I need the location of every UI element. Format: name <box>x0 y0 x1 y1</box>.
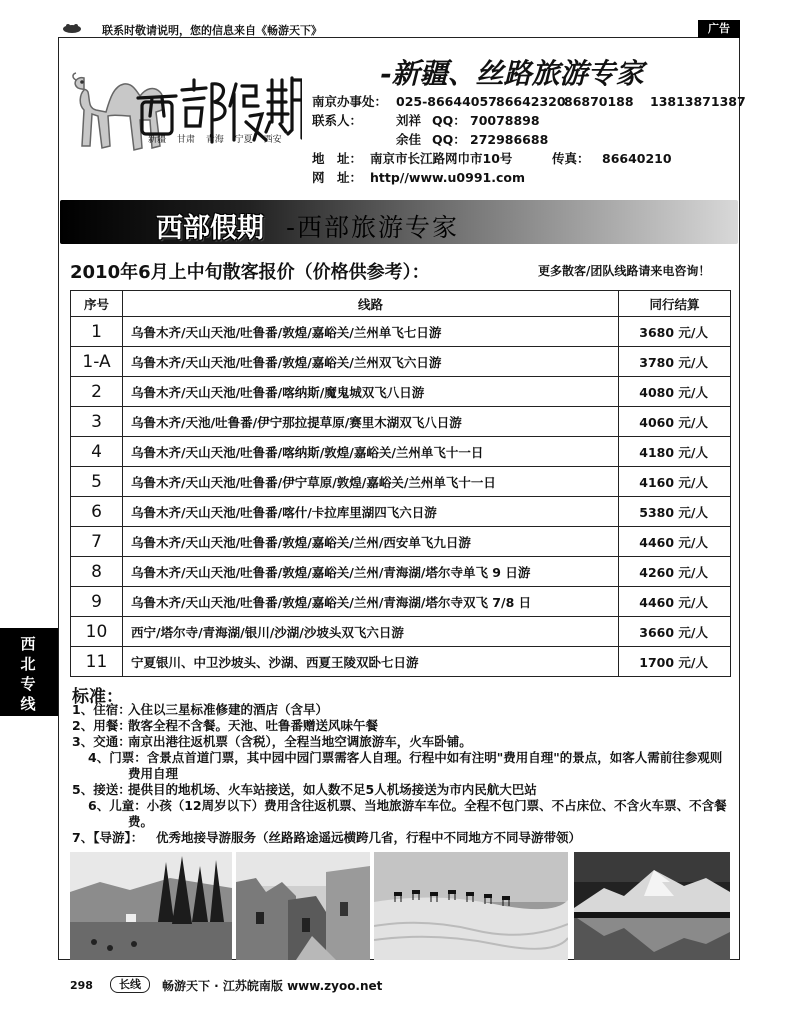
route-price: 4060 元/人 <box>619 407 731 437</box>
fax-number: 86640210 <box>602 151 672 166</box>
table-row <box>71 617 731 647</box>
standard-text: 优秀地接导游服务（丝路路途遥远横跨几省，行程中不同地方不同导游带领） <box>156 830 582 845</box>
route-number: 8 <box>71 557 123 587</box>
route-name: 乌鲁木齐/天山天池/吐鲁番/敦煌/嘉峪关/兰州/青海湖/塔尔寺双飞 7/8 日 <box>123 587 619 617</box>
ad-label: 广告 <box>698 20 740 38</box>
standards-list <box>72 702 732 846</box>
standard-text: 提供目的地机场、火车站接送，如人数不足5人机场接送为市内民航大巴站 <box>128 782 537 797</box>
route-name: 乌鲁木齐/天山天池/吐鲁番/喀纳斯/魔鬼城双飞八日游 <box>123 377 619 407</box>
region-tag: 宁夏 <box>234 135 253 145</box>
table-header-row <box>71 291 731 317</box>
table-row <box>71 407 731 437</box>
route-price: 4080 元/人 <box>619 377 731 407</box>
contact-person: 刘祥 <box>396 113 422 128</box>
address-value: 南京市长江路网巾市10号 <box>370 151 513 166</box>
route-number: 3 <box>71 407 123 437</box>
route-number: 1-A <box>71 347 123 377</box>
company-slogan: -新疆、丝路旅游专家 <box>380 57 644 90</box>
grassland-photo <box>70 852 232 960</box>
table-row <box>71 647 731 677</box>
route-number: 7 <box>71 527 123 557</box>
ancient-ruins-photo <box>236 852 370 960</box>
route-number: 10 <box>71 617 123 647</box>
contacts-label: 联系人： <box>312 113 363 128</box>
route-name: 乌鲁木齐/天山天池/吐鲁番/敦煌/嘉峪关/兰州/西安单飞九日游 <box>123 527 619 557</box>
banner-brand: 西部假期 <box>156 213 264 244</box>
standard-text: 南京出港往返机票（含税），全程当地空调旅游车，火车卧铺。 <box>128 734 472 749</box>
route-price: 4180 元/人 <box>619 437 731 467</box>
standard-text: 小孩（12周岁以下）费用含往返机票、当地旅游车车位。全程不包门票、不占床位、不含火车票、不含餐费。 <box>128 798 727 829</box>
standard-lead: 2、用餐： <box>72 718 131 733</box>
side-tab-char: 北 <box>20 655 36 673</box>
office-label: 南京办事处： <box>312 94 388 109</box>
phone-number: 13813871387 <box>650 94 746 109</box>
route-number: 2 <box>71 377 123 407</box>
phone-number: 86870188 <box>564 94 634 109</box>
address-row <box>312 149 672 168</box>
brand-banner <box>60 200 738 244</box>
column-header-route: 线路 <box>123 291 619 317</box>
route-name: 乌鲁木齐/天山天池/吐鲁番/喀纳斯/敦煌/嘉峪关/兰州单飞十一日 <box>123 437 619 467</box>
source-notice: 联系时敬请说明，您的信息来自《畅游天下》 <box>102 24 322 37</box>
standard-lead: 3、交通： <box>72 734 131 749</box>
route-number: 11 <box>71 647 123 677</box>
route-name: 乌鲁木齐/天池/吐鲁番/伊宁那拉提草原/赛里木湖双飞八日游 <box>123 407 619 437</box>
route-price: 3680 元/人 <box>619 317 731 347</box>
route-price: 3660 元/人 <box>619 617 731 647</box>
region-tag: 新疆 <box>148 135 167 145</box>
route-name: 西宁/塔尔寺/青海湖/银川/沙湖/沙坡头双飞六日游 <box>123 617 619 647</box>
route-price: 4260 元/人 <box>619 557 731 587</box>
section-tag: 长线 <box>110 976 150 993</box>
route-price: 4460 元/人 <box>619 587 731 617</box>
route-name: 宁夏银川、中卫沙坡头、沙湖、西夏王陵双卧七日游 <box>123 647 619 677</box>
route-name: 乌鲁木齐/天山天池/吐鲁番/敦煌/嘉峪关/兰州单飞七日游 <box>123 317 619 347</box>
price-table <box>70 290 731 677</box>
section-side-tab <box>0 628 58 716</box>
contact-person-row <box>312 111 540 130</box>
table-row <box>71 557 731 587</box>
website-link[interactable]: http//www.u0991.com <box>370 170 525 185</box>
table-row <box>71 587 731 617</box>
route-number: 4 <box>71 437 123 467</box>
inquiry-note: 更多散客/团队线路请来电咨询！ <box>538 264 711 278</box>
qq-number: 70078898 <box>470 113 540 128</box>
route-name: 乌鲁木齐/天山天池/吐鲁番/伊宁草原/敦煌/嘉峪关/兰州单飞十一日 <box>123 467 619 497</box>
route-name: 乌鲁木齐/天山天池/吐鲁番/敦煌/嘉峪关/兰州/青海湖/塔尔寺单飞 9 日游 <box>123 557 619 587</box>
scenery-photo-strip <box>70 852 730 960</box>
standard-lead: 7、【导游】： <box>72 830 144 845</box>
snow-mountain-lake-photo <box>574 852 730 960</box>
route-name: 乌鲁木齐/天山天池/吐鲁番/喀什/卡拉库里湖四飞六日游 <box>123 497 619 527</box>
standard-lead: 5、接送： <box>72 782 131 797</box>
standard-item <box>72 750 732 782</box>
standard-item <box>72 718 732 734</box>
route-number: 5 <box>71 467 123 497</box>
desert-camel-caravan-photo <box>374 852 568 960</box>
publication-name: 畅游天下 · 江苏皖南版 www.zyoo.net <box>162 979 383 993</box>
region-tag: 西安 <box>263 135 282 145</box>
phone-number: 025-86644057 <box>396 94 497 109</box>
route-number: 6 <box>71 497 123 527</box>
route-number: 1 <box>71 317 123 347</box>
table-row <box>71 347 731 377</box>
table-row <box>71 437 731 467</box>
standard-text: 入住以三星标准修建的酒店（含早） <box>128 702 329 717</box>
route-number: 9 <box>71 587 123 617</box>
column-header-price: 同行结算 <box>619 291 731 317</box>
table-row <box>71 317 731 347</box>
standard-lead: 4、门票： <box>88 750 147 765</box>
website-row <box>312 168 525 187</box>
page-number: 298 <box>70 979 93 992</box>
company-logo <box>66 50 302 185</box>
column-header-number: 序号 <box>71 291 123 317</box>
qq-number: 272986688 <box>470 132 549 147</box>
qq-label: QQ： <box>432 113 466 128</box>
route-price: 4460 元/人 <box>619 527 731 557</box>
price-list-title: 2010年6月上中旬散客报价（价格供参考）： <box>70 262 430 283</box>
standard-item <box>72 702 732 718</box>
standards-title: 标准： <box>72 687 123 707</box>
route-price: 4160 元/人 <box>619 467 731 497</box>
fax-label: 传真： <box>552 151 590 166</box>
contact-person-row <box>312 130 549 149</box>
top-notice-bar <box>58 20 740 38</box>
standard-item <box>72 798 732 830</box>
contact-block <box>312 92 746 187</box>
standard-item <box>72 734 732 750</box>
region-tag: 甘肃 <box>176 135 195 145</box>
table-row <box>71 497 731 527</box>
phone-number: 86642320 <box>496 94 566 109</box>
table-row <box>71 527 731 557</box>
magazine-logo-icon <box>62 22 82 34</box>
table-row <box>71 467 731 497</box>
qq-label: QQ： <box>432 132 466 147</box>
route-price: 1700 元/人 <box>619 647 731 677</box>
contact-person: 余佳 <box>396 132 422 147</box>
side-tab-char: 西 <box>20 635 36 653</box>
route-name: 乌鲁木齐/天山天池/吐鲁番/敦煌/嘉峪关/兰州双飞六日游 <box>123 347 619 377</box>
logo-region-list <box>148 132 282 150</box>
route-price: 3780 元/人 <box>619 347 731 377</box>
standard-text: 含景点首道门票，其中园中园门票需客人自理。行程中如有注明"费用自理"的景点，如客人需前往参观则费用自理 <box>128 750 723 781</box>
standard-lead: 6、儿童： <box>88 798 147 813</box>
website-label: 网 址： <box>312 170 363 185</box>
phone-row <box>312 92 746 111</box>
side-tab-char: 专 <box>20 675 36 693</box>
standard-item <box>72 830 732 846</box>
banner-tagline: -西部旅游专家 <box>286 213 460 242</box>
table-row <box>71 377 731 407</box>
side-tab-char: 线 <box>20 695 36 713</box>
standard-lead: 1、住宿： <box>72 702 131 717</box>
address-label: 地 址： <box>312 151 363 166</box>
region-tag: 青海 <box>205 135 224 145</box>
standard-item <box>72 782 732 798</box>
route-price: 5380 元/人 <box>619 497 731 527</box>
standard-text: 散客全程不含餐。天池、吐鲁番赠送风味午餐 <box>128 718 379 733</box>
